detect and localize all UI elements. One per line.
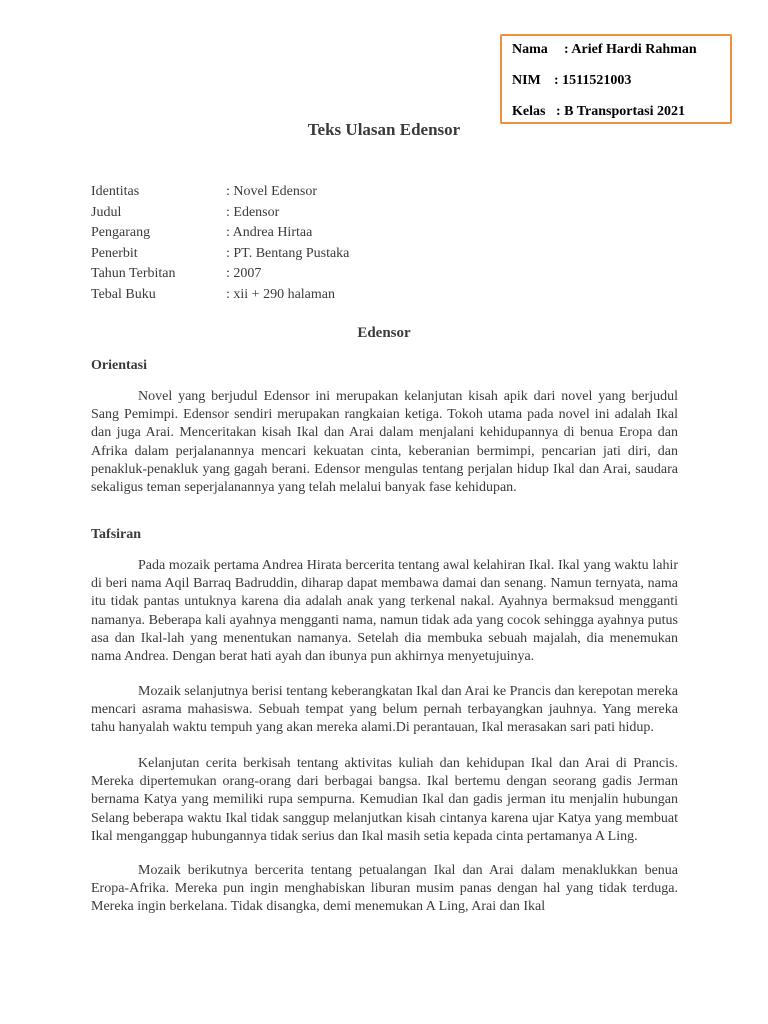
tafsiran-paragraph-4: Mozaik berikutnya bercerita tentang petualangan Ikal dan Arai dalam menaklukkan benua Eropa-Afrika. Mereka pun ingin menghabiskan liburan musim panas dengan hal yang tidak terduga. Mereka ingin berkelana. Tidak disangka, demi menemukan A Ling, Arai dan Ikal xyxy=(91,863,678,915)
identity-row xyxy=(91,244,349,265)
identity-key: Pengarang xyxy=(91,225,151,241)
identity-value: : Edensor xyxy=(226,204,280,220)
identity-value: : PT. Bentang Pustaka xyxy=(226,245,350,261)
class-value: : B Transportasi 2021 xyxy=(556,104,685,119)
document-title: Teks Ulasan Edensor xyxy=(307,120,461,139)
identity-key: Tahun Terbitan xyxy=(91,266,176,282)
student-nim-row xyxy=(512,73,631,89)
identity-row xyxy=(91,182,349,203)
student-info-box xyxy=(500,34,732,124)
identity-key: Penerbit xyxy=(91,245,138,261)
student-name-row xyxy=(512,42,697,58)
name-label: Nama xyxy=(512,42,548,57)
student-class-row xyxy=(512,104,685,120)
identity-value: : 2007 xyxy=(226,266,262,282)
identity-value: : Novel Edensor xyxy=(226,184,317,199)
tafsiran-paragraph-3: Kelanjutan cerita berkisah tentang aktivitas kuliah dan kehidupan Ikal dan Arai di Prancis. Mereka dipertemukan orang-orang dari berbagai bangsa. Ikal bertemu dengan seorang gadis Jerman bernama Katya yang memiliki rupa sempurna. Kemudian Ikal dan gadis jerman itu menjalin hubungan Selang beberapa waktu Ikal tidak sanggup melanjutkan kisah cintanya karena ujar Katya yang membuat Ikal menganggap hubungannya tidak serius dan Ikal masih setia kepada cinta pertamanya A Ling. xyxy=(91,756,678,844)
identity-key: Identitas xyxy=(91,184,140,199)
name-value: : Arief Hardi Rahman xyxy=(564,42,697,57)
identity-row xyxy=(91,203,349,224)
tafsiran-heading: Tafsiran xyxy=(91,527,142,542)
identity-key: Tebal Buku xyxy=(91,286,156,302)
section-heading: Edensor xyxy=(357,325,411,341)
tafsiran-paragraph-2: Mozaik selanjutnya berisi tentang keberangkatan Ikal dan Arai ke Prancis dan kerepotan mereka mencari asrama mahasiswa. Sebuah tempat yang belum pernah terbayangkan jauhnya. Yang mereka tahu hanyalah waktu tempuh yang akan mereka alami.Di perantauan, Ikal merasakan sari pati hidup. xyxy=(91,684,678,736)
identity-row xyxy=(91,285,349,306)
nim-value: : 1511521003 xyxy=(554,73,632,88)
identity-row xyxy=(91,223,349,244)
class-label: Kelas xyxy=(512,104,546,119)
book-identity-table xyxy=(91,182,349,306)
nim-label: NIM xyxy=(512,73,541,88)
identity-value: : xii + 290 halaman xyxy=(226,286,335,302)
identity-value: : Andrea Hirtaa xyxy=(226,225,313,241)
tafsiran-paragraph-1: Pada mozaik pertama Andrea Hirata bercerita tentang awal kelahiran Ikal. Ikal yang waktu lahir di beri nama Aqil Barraq Badruddin, diharap dapat membawa damai dan senang. Namun ternyata, nama itu tidak pantas untuknya karena dia adalah anak yang terkenal nakal. Ayahnya bermaksud mengganti namanya. Beberapa kali ayahnya mengganti nama, namun tidak ada yang cocok sehingga ayahnya putus asa dan Ikal-lah yang menentukan namanya. Setelah dia membuka sebuah majalah, dia menemukan nama Andrea. Dengan berat hati ayah dan ibunya pun akhirnya menyetujuinya. xyxy=(91,558,678,665)
orientasi-heading: Orientasi xyxy=(91,358,147,373)
identity-row xyxy=(91,264,349,285)
identity-key: Judul xyxy=(91,204,122,220)
orientasi-paragraph: Novel yang berjudul Edensor ini merupakan kelanjutan kisah apik dari novel yang berjudul Sang Pemimpi. Edensor sendiri merupakan rangkaian ketiga. Tokoh utama pada novel ini adalah Ikal dan juga Arai. Menceritakan kisah Ikal dan Arai dalam menjalani kehidupannya di benua Eropa dan Afrika dalam perjalanannya mencari kekuatan cinta, keberanian bermimpi, pencarian jati diri, dan penakluk-penakluk yang gagah berani. Edensor mengulas tentang perjalan hidup Ikal dan Arai, saudara sekaligus teman seperjalanannya yang telah melalui banyak fase kehidupan. xyxy=(91,389,678,496)
